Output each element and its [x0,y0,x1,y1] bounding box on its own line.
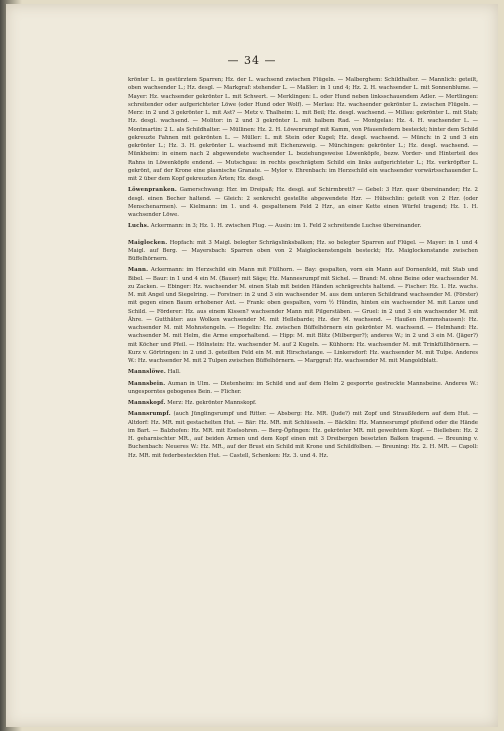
entry-keyword: Mannslöwe. [128,369,166,376]
entry-paragraph [128,368,478,376]
entry-paragraph [128,399,478,407]
entry-paragraph [128,380,478,397]
entry-text: Ackermann: im Herzschild ein Mann mit Füllhorn. — Bay: gespalten, vorn ein Mann auf Dornenfeld, mit Stab und Bibel. — Baur: in 1 und 4 ein M. (Bauer) mit Säge; Hz. Mannesrumpf mit Sichel. — Brand: M. ohne Beine oder wachsender M. zu Zacken. — Ebinger: Hz. wachsender M. einen Stab mit beiden Händen schrägrechts haltend. — Fischer: Hz. 1. Hz. wachs. M. mit Angel und Siegelring. — Forstner: in 2 und 3 ein wachsender M. aus dem unteren Schildrand wachsender M. (Förster) mit gegen einen Baum erhobener Axt. — Frank: oben gespalten, vorn ½ Hündin, hinten ein wachsender M. mit Lanze und Schild. — Förderer: Hz. aus einem Kissen? wachsender Mann mit Pilgerstäben. — Gruel: in 2 und 3 ein wachsender M. mit Ähre. — Gutthäter: aus Wolken wachsender M. mit Hellebarde; Hz. der M. wachsend. — Haußen (Remmshausen): Hz. wachsender M. mit Mohnstengeln. — Hegelin: Hz. zwischen Büffelhörnern ein gekrönter M. wachsend. — Helmhand: Hz. wachsender M. mit Helm, die Arme emporhaltend. — Hipp: M. mit Blitz (Milberger?); anderes W.; in 2 und 3 ein M. (Jäger?) mit Köcher und Pfeil. — Hölnstein: Hz. wachsender M. auf 2 Kugeln. — Kühhorn: Hz. wachsender M. mit Trinkfüllhörnern. — Kurz v. Görtringen: in 2 und 3. geteilten Feld ein M. mit Hirschstange. — Linkersdorf: Hz. wachsender M. mit Tulpe. Anderes W.: Hz. wachsender M. mit 2 Tulpen zwischen Büffelhörnern. — Marggraf: Hz. wachsender M. mit Mangoldblatt. [128,267,478,364]
entry-text: (auch Jünglingsrumpf und Ritter. — Absberg: Hz. MR. (Jude?) mit Zopf und Straußfedern auf dem Hut. — Altdorf: Hz. MR. mit gestachelten Hut. — Bär: Hz. MR. mit Schlüsseln. — Bäcklin: Hz. Mannesrumpf pfeifend oder die Hände im Bart. — Balzhofen: Hz. MR. mit Eselsohren. — Berg-Öpfingen: Hz. gekrönter MR. mit geweihtem Kopf. — Bielleben: Hz. 2 H. geharnischter MR., auf beiden Armen und dem Kopf einen mit 3 Dreibergen besetzten Balken tragend. — Breuning v. Buchenbach: Neueres W.: Hz. MR., auf der Brust ein Schild mit Krone und Schildfolben. — Breuning: Hz. 2. H. MR. — Capoll: Hz. MR. mit federbesteckten Hut. — Castell, Schenken: Hz. 3. und 4. Hz. [128,411,478,459]
entry-text: Auman in Ulm. — Dietenheim: im Schild und auf dem Helm 2 gesporrte gestreckte Mannsbeine. Anderes W.: ungesporntes gebogenes Bein. — Flicher. [128,380,479,395]
entry-paragraph [128,76,478,183]
entry-keyword: Mannskopf. [128,400,166,406]
entry-keyword: Löwenpranken. [128,187,177,194]
entry-paragraph [128,239,478,264]
entry-text: krönter L. in gestürztem Sparren; Hz. der L. wachsend zwischen Flügeln. — Malberghem: Schildhalter. — Mannlich: geteilt, oben wachsender L.; Hz. desgl. — Markgraf: stehender L. — Maßler: in 1 und 4; Hz. 2. H. wachsender L. mit Sonnenblume. — Mayer: Hz. wachsender gekrönter L. mit Schwert. — Merklingen: L. oder Hund neben linksschauendem Adler. — Mertlingen: schreitender oder aufgerichteter Löwe (oder Hund oder Wolf). — Merlau: Hz. wachsender gekrönter L. zwischen Flügeln. — Merz: in 2 und 3 gekrönter L. mit Ast? — Metz v. Thalheim: L. mit Beil; Hz. desgl. wachsend. — Millau: gekrönter L. mit Stab; Hz. desgl. wachsend. — Molitor: in 2 und 3 gekrönter L. mit halbem Rad. — Montgelas: Hz. 4. H. wachsender L. — Montmartin: 2 L. als Schildhalter. — Müllinen: Hz. 2. H. Löwenrumpf mit Kamm, von Pfauenfedern besteckt; hinter dem Schild gekreuzte Fahnen mit gekrönten L. — Müller: L. mit Stein oder Kugel; Hz. desgl. wachsend. — Münch: in 2 und 3 ein gekrönter L.; Hz. 3. H. gekrönter L. wachsend mit Eichenzweig. — Münchingen: gekrönter L.; Hz. desgl. wachsend. — Münkheim: in einem nach 2 abgewendete wachsender L. beziehungsweise Löwenköpfe, bezw. Vorder- und Hinterteil des Rahns in Löwenköpfe endend. — Mutschgau: in rechts geschrägtem Schild ein links aufgerichteter L.; Hz. verkröpfter L. gekrönt, auf der Krone eine plasnische Granate. — Mylor v. Ehrenbach: im Herzschild ein wachsender vorwärtsschauender L. mit 2 über dem Kopf gekreuzten Ärten; Hz. desgl. [128,77,478,182]
entry-paragraph [128,266,478,365]
entry-paragraph [128,410,478,460]
entry-text: Ackermann: in 3; Hz. 1. H. zwischen Flug. — Ausin: im 1. Feld 2 schreitende Luchse übereinander. [150,223,422,230]
entry-keyword: Mann. [128,267,149,274]
entry-text: Hopfach: mit 3 Maigl. belegter Schrägslinksbalken; Hz. so belegter Sparren auf Flügel. — Mayer: in 1 und 4 Maigl. auf Berg. — Mayersbach: Sparren oben von 2 Maiglockenstengeln besteckt; Hz. Maiglockenstande zwischen Büffelhörnern. [128,239,478,262]
entry-text: Hall. [167,369,181,376]
entry-paragraph [128,186,478,219]
text-block [128,76,478,463]
entry-paragraph [128,222,478,230]
entry-text: Gamerschwang: Hzr. im Dreipaß; Hz. desgl. auf Schirmbrett? — Gebel: 3 Hzr. quer übereinander; Hz. 2 desgl. einen Becher haltend. — Gleich: 2 senkrecht gestellte abgewendete Hzr. — Hübschlin: geteilt von 2 Hzr. (oder Menschenarmen). — Kielmann: im 1. und 4. gespaltenem Feld 2 Hzr., an einer Kette einen Würfel tragend; Hz. 1. H. wachsender Löwe. [128,187,478,218]
entry-text: Merz: Hz. gekrönter Mannskopf. [167,400,257,406]
entry-keyword: Luchs. [128,223,150,230]
page-number: — 34 — [227,54,277,67]
entry-keyword: Mannsrumpf. [128,411,171,418]
entry-keyword: Mannsbein. [128,380,166,387]
entry-keyword: Maiglocken. [128,239,168,246]
